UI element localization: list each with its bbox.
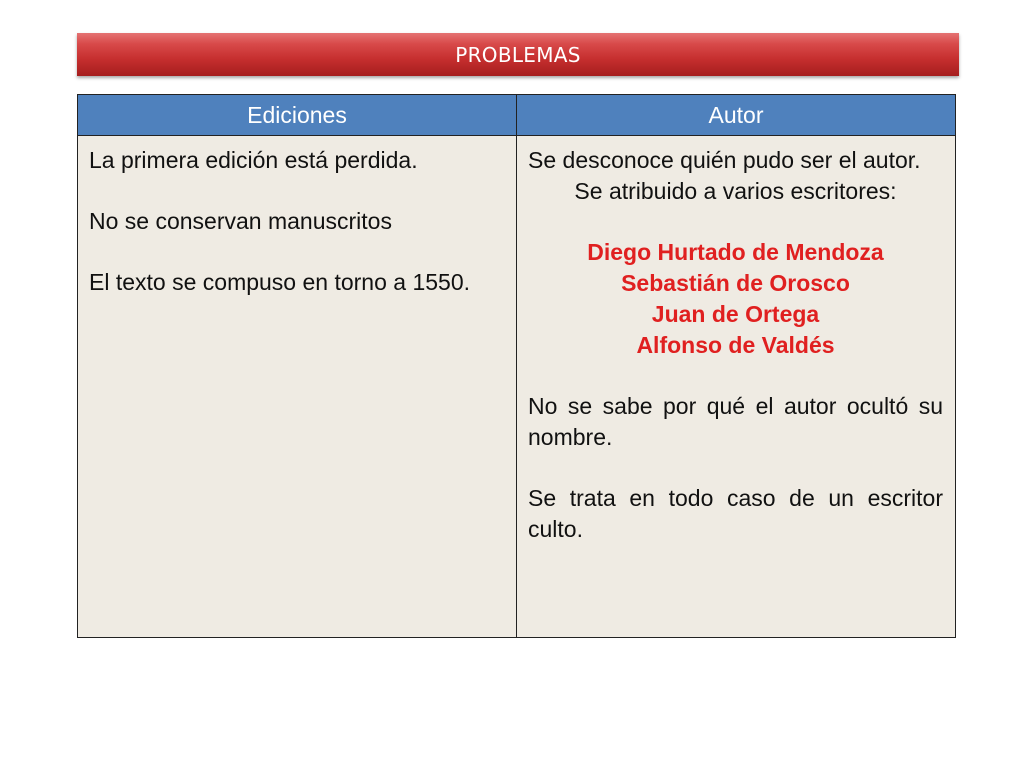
author-list xyxy=(528,237,943,361)
header-autor: Autor xyxy=(708,101,764,128)
ediciones-item-1: La primera edición está perdida. xyxy=(89,147,418,173)
ediciones-item-3: El texto se compuso en torno a 1550. xyxy=(89,269,471,295)
table-body-row xyxy=(78,136,955,637)
table-header-row xyxy=(78,95,955,136)
problems-table xyxy=(77,94,956,638)
author-name: Sebastián de Orosco xyxy=(621,270,850,296)
author-name: Diego Hurtado de Mendoza xyxy=(587,239,884,265)
ediciones-cell xyxy=(78,136,517,637)
header-ediciones: Ediciones xyxy=(78,95,517,135)
author-name: Juan de Ortega xyxy=(651,301,820,327)
author-name: Alfonso de Valdés xyxy=(636,332,835,358)
autor-cell xyxy=(517,136,955,637)
autor-note-1: No se sabe por qué el autor ocultó su nombre. xyxy=(528,393,943,450)
autor-note-2: Se trata en todo caso de un escritor culto. xyxy=(528,485,943,542)
slide-title: PROBLEMAS xyxy=(455,42,581,67)
autor-attributed: Se atribuido a varios escritores: xyxy=(574,178,897,204)
autor-intro: Se desconoce quién pudo ser el autor. xyxy=(528,147,921,173)
title-bar xyxy=(77,33,959,76)
ediciones-item-2: No se conservan manuscritos xyxy=(89,208,392,234)
